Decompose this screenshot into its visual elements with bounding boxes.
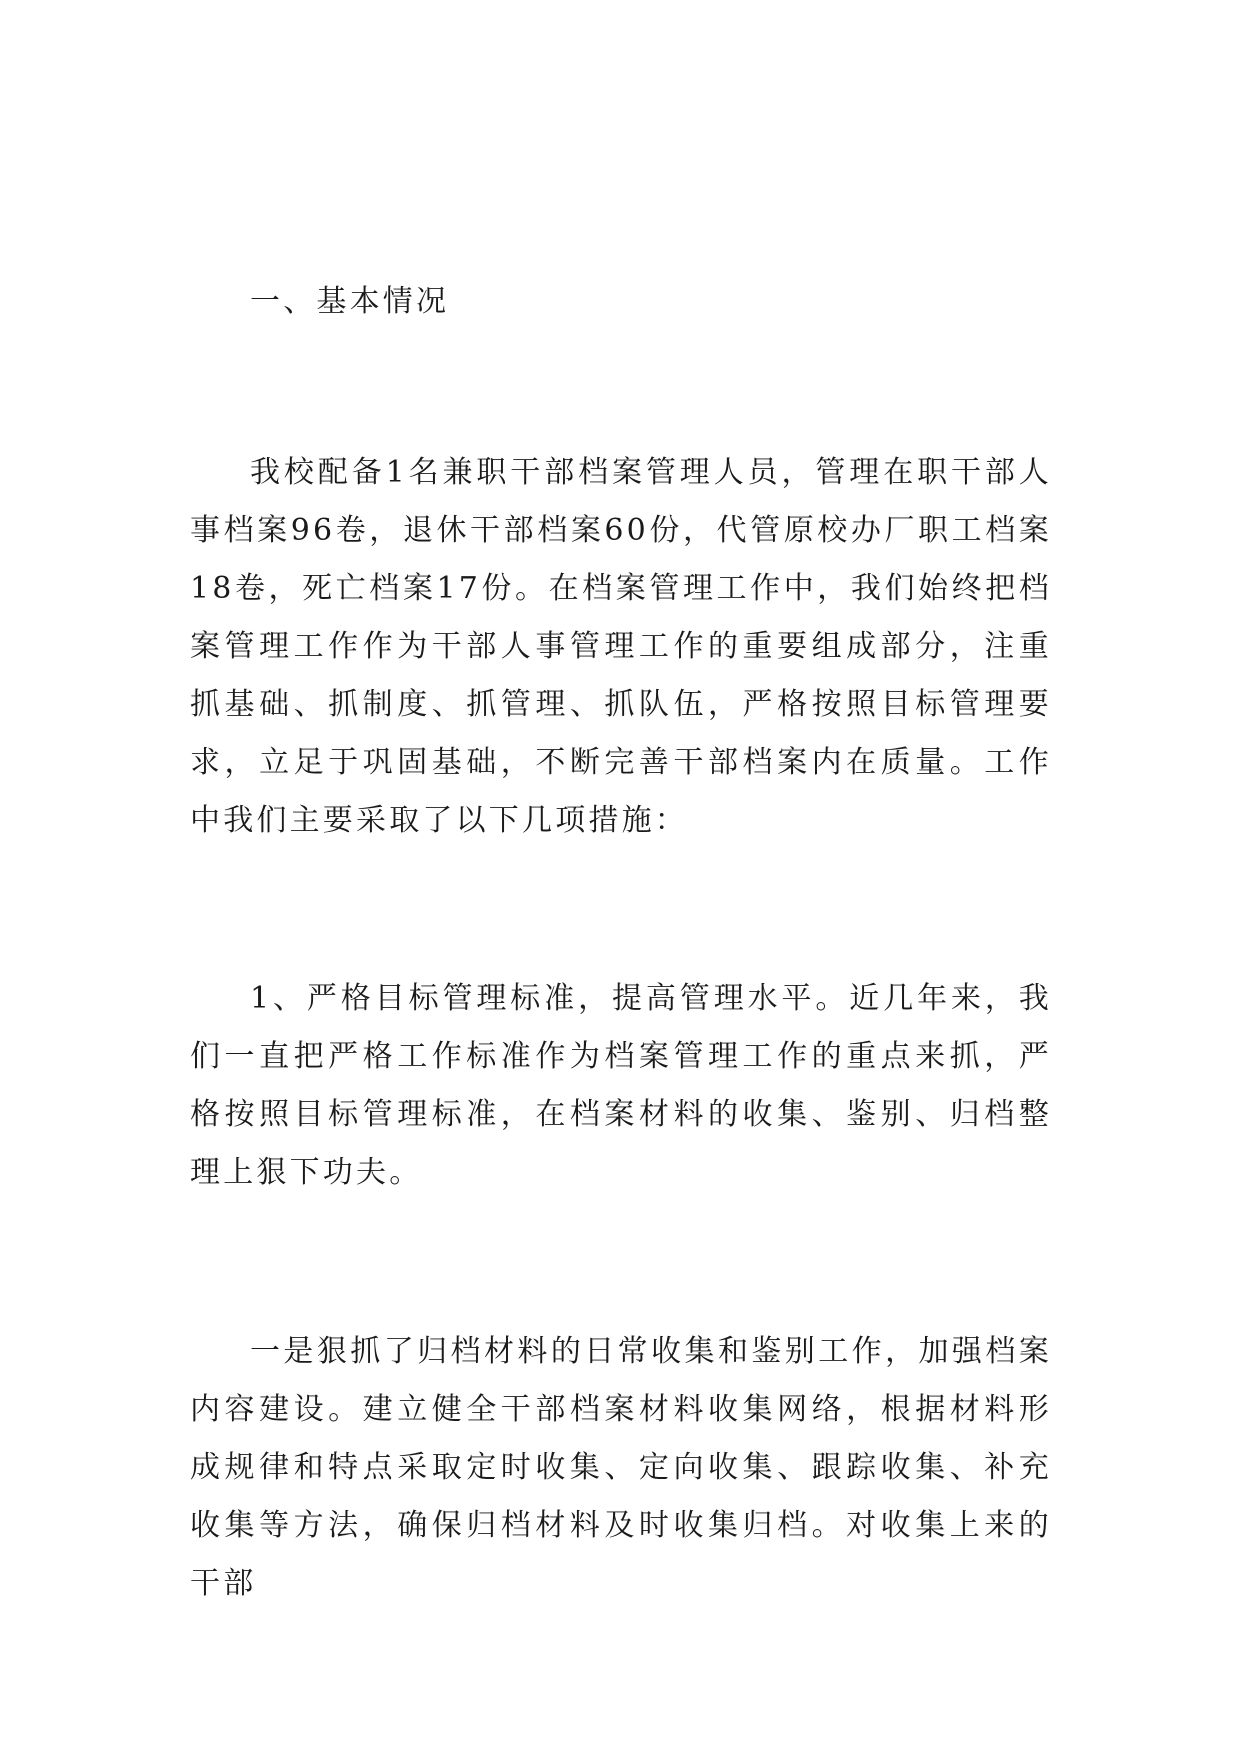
- section-heading: 一、基本情况: [250, 284, 450, 319]
- paragraph-measure-1: 1、严格目标管理标准，提高管理水平。近几年来，我们一直把严格工作标准作为档案管理工作的重点来抓，严格按照目标管理标准，在档案材料的收集、鉴别、归档整理上狠下功夫。: [190, 981, 1052, 1190]
- paragraph-basic-situation: 我校配备1名兼职干部档案管理人员，管理在职干部人事档案96卷，退休干部档案60份，代管原校办厂职工档案18卷，死亡档案17份。在档案管理工作中，我们始终把档案管理工作作为干部人事管理工作的重要组成部分，注重抓基础、抓制度、抓管理、抓队伍，严格按照目标管理要求，立足于巩固基础，不断完善干部档案内在质量。工作中我们主要采取了以下几项措施：: [190, 455, 1052, 838]
- paragraph-measure-1-detail: 一是狠抓了归档材料的日常收集和鉴别工作，加强档案内容建设。建立健全干部档案材料收集网络，根据材料形成规律和特点采取定时收集、定向收集、跟踪收集、补充收集等方法，确保归档材料及时收集归档。对收集上来的干部: [190, 1334, 1052, 1601]
